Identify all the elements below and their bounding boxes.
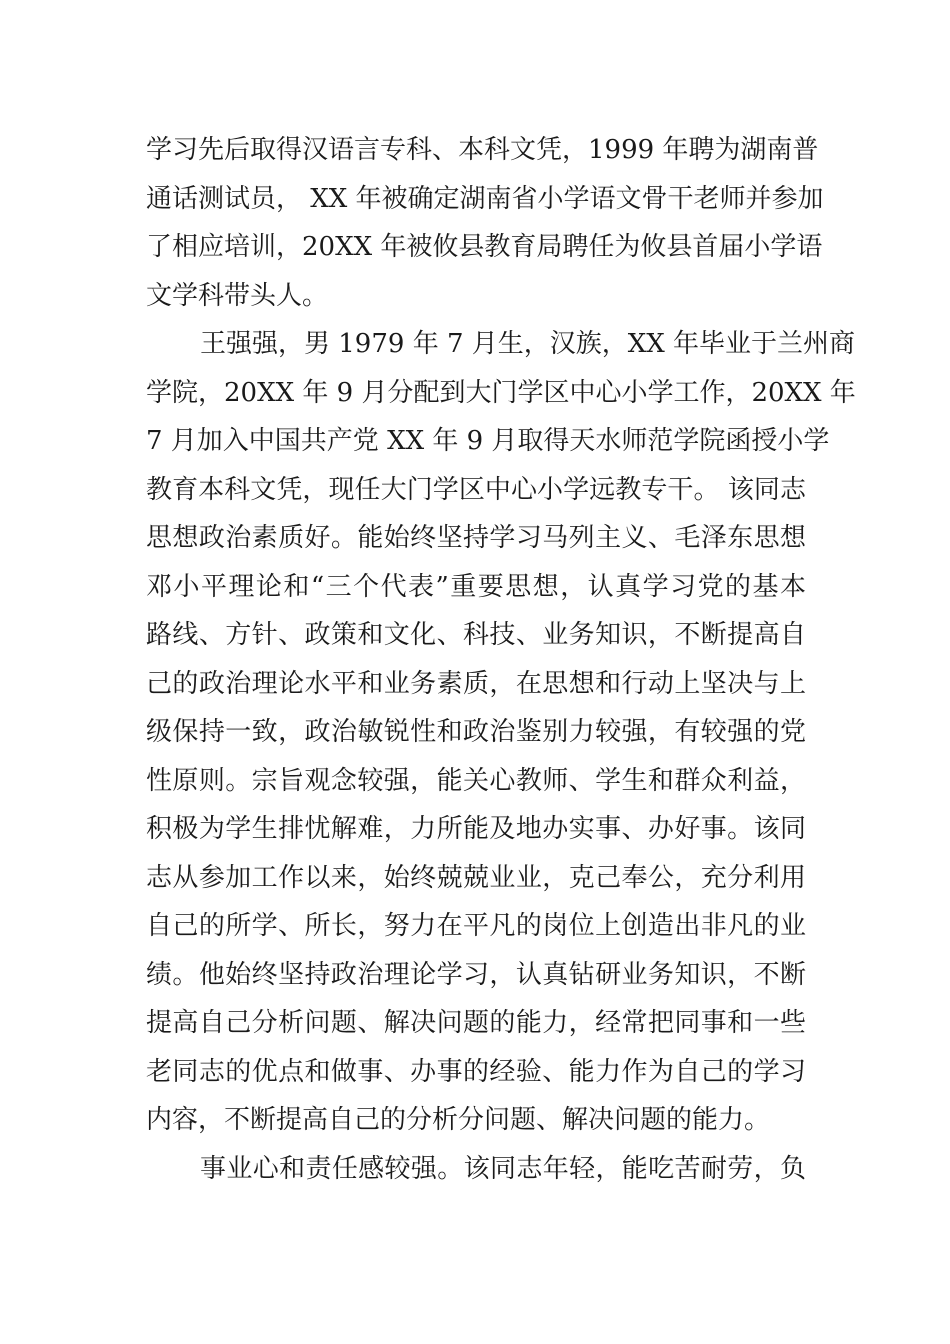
text-line: 积极为学生排忧解难，力所能及地办实事、办好事。该同	[146, 814, 806, 844]
text-line: 提高自己分析问题、解决问题的能力，经常把同事和一些	[146, 1008, 806, 1038]
text-line: 事业心和责任感较强。该同志年轻，能吃苦耐劳，负	[200, 1153, 806, 1184]
text-line: 王强强，男 1979 年 7 月生，汉族，XX 年毕业于兰州商	[200, 329, 856, 359]
text-line: 绩。他始终坚持政治理论学习，认真钻研业务知识，不断	[146, 959, 806, 990]
text-line: 学习先后取得汉语言专科、本科文凭，1999 年聘为湖南普	[146, 135, 819, 165]
body-text	[146, 126, 856, 1193]
text-line: 内容，不断提高自己的分析分问题、解决问题的能力。	[146, 1105, 771, 1135]
text-line: 路线、方针、政策和文化、科技、业务知识，不断提高自	[146, 620, 806, 650]
text-line: 了相应培训，20XX 年被攸县教育局聘任为攸县首届小学语	[146, 232, 823, 262]
text-line: 己的政治理论水平和业务素质，在思想和行动上坚决与上	[146, 668, 806, 699]
text-line: 自己的所学、所长，努力在平凡的岗位上创造出非凡的业	[146, 911, 806, 941]
text-line: 邓小平理论和“三个代表”重要思想，认真学习党的基本	[146, 571, 806, 602]
text-line: 学院，20XX 年 9 月分配到大门学区中心小学工作，20XX 年	[146, 377, 856, 408]
text-line: 思想政治素质好。能始终坚持学习马列主义、毛泽东思想	[146, 523, 806, 553]
text-line: 7 月加入中国共产党 XX 年 9 月取得天水师范学院函授小学	[146, 426, 830, 456]
text-line: 志从参加工作以来，始终兢兢业业，克己奉公，充分利用	[146, 862, 806, 893]
text-line: 级保持一致，政治敏锐性和政治鉴别力较强，有较强的党	[146, 717, 806, 747]
text-line: 老同志的优点和做事、办事的经验、能力作为自己的学习	[146, 1056, 806, 1087]
text-line: 性原则。宗旨观念较强，能关心教师、学生和群众利益，	[146, 765, 806, 796]
text-line: 教育本科文凭，现任大门学区中心小学远教专干。 该同志	[146, 474, 806, 505]
text-line: 文学科带头人。	[146, 280, 329, 311]
text-line: 通话测试员， XX 年被确定湖南省小学语文骨干老师并参加	[146, 183, 824, 214]
